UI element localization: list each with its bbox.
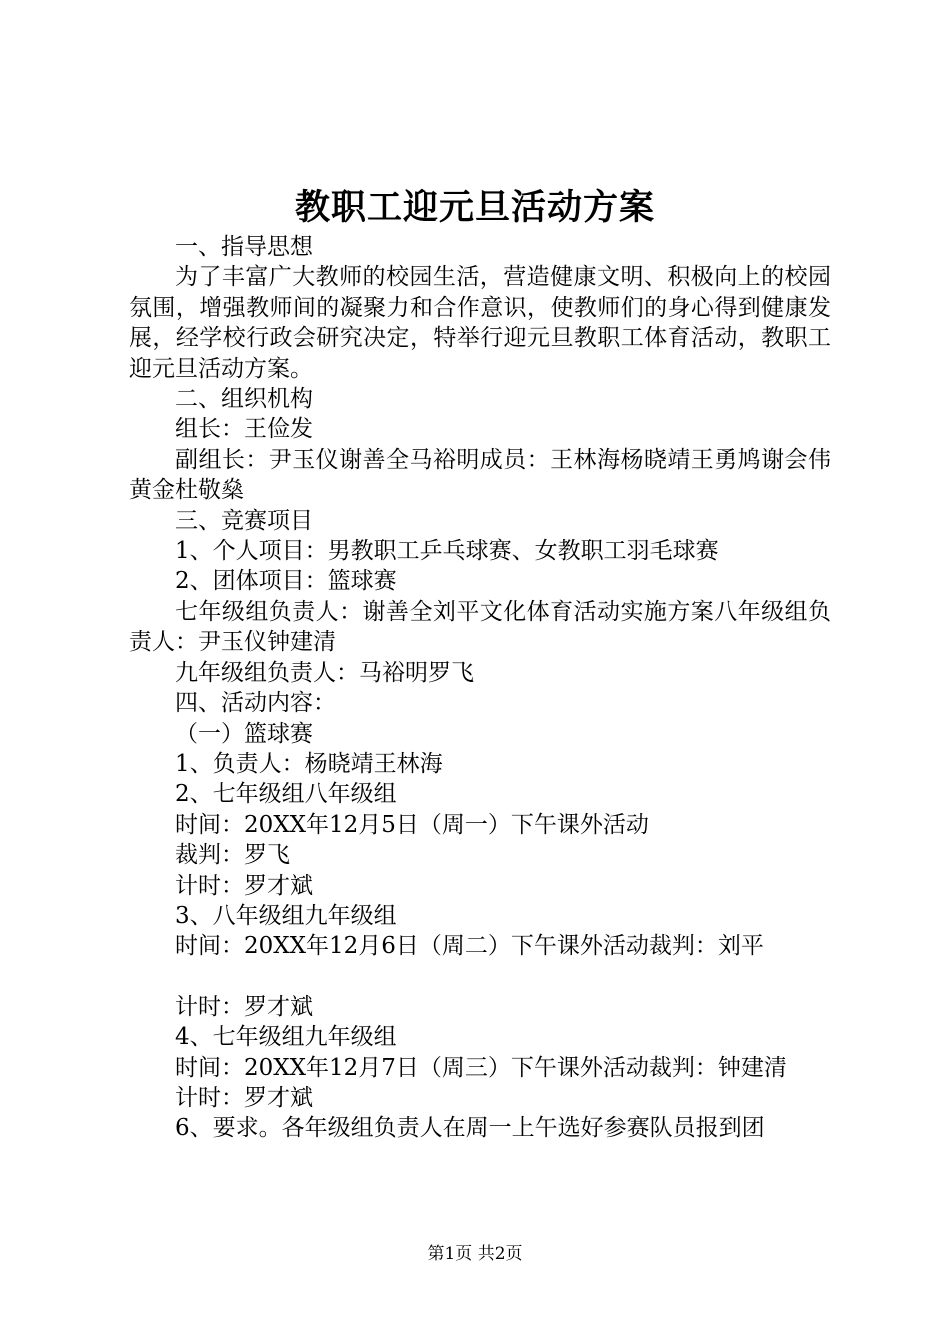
- paragraph: 1、个人项目：男教职工乒乓球赛、女教职工羽毛球赛: [175, 538, 719, 565]
- section-heading: 一、指导思想: [175, 234, 313, 260]
- document-body: [129, 232, 831, 1144]
- paragraph: 计时：罗才斌: [175, 1084, 313, 1111]
- paragraph: 时间：20XX年12月5日（周一）下午课外活动: [175, 811, 649, 838]
- paragraph: 计时：罗才斌: [175, 872, 313, 899]
- section-heading: 四、活动内容：: [175, 690, 336, 717]
- section-heading: 三、竞赛项目: [175, 507, 313, 534]
- document-title: 教职工迎元旦活动方案: [294, 187, 655, 228]
- paragraph: 2、七年级组八年级组: [175, 781, 397, 808]
- page-number: 第1页 共2页: [427, 1244, 523, 1264]
- paragraph: 为了丰富广大教师的校园生活，营造健康文明、积极向上的校园氛围，增强教师间的凝聚力和合作意识，使教师们的身心得到健康发展，经学校行政会研究决定，特举行迎元旦教职工体育活动，教职工迎元旦活动方案。: [129, 264, 831, 382]
- paragraph: 4、七年级组九年级组: [175, 1024, 397, 1051]
- section-heading: 二、组织机构: [175, 386, 313, 413]
- paragraph: 组长：王俭发: [175, 416, 313, 443]
- paragraph: 七年级组负责人：谢善全刘平文化体育活动实施方案八年级组负责人：尹玉仪钟建清: [129, 598, 831, 656]
- paragraph: 6、要求。各年级组负责人在周一上午选好参赛队员报到团: [175, 1115, 765, 1142]
- paragraph: 九年级组负责人：马裕明罗飞: [175, 659, 474, 686]
- paragraph: 2、团体项目：篮球赛: [175, 568, 397, 595]
- paragraph: 裁判：罗飞: [175, 842, 290, 869]
- subsection-heading: （一）篮球赛: [175, 720, 313, 747]
- paragraph: 计时：罗才斌: [175, 993, 313, 1020]
- paragraph: 时间：20XX年12月6日（周二）下午课外活动裁判：刘平: [175, 933, 764, 960]
- paragraph: 时间：20XX年12月7日（周三）下午课外活动裁判：钟建清: [175, 1054, 787, 1081]
- paragraph: 副组长：尹玉仪谢善全马裕明成员：王林海杨晓靖王勇鸠谢会伟黄金杜敬燊: [129, 446, 831, 504]
- paragraph: 1、负责人：杨晓靖王林海: [175, 750, 443, 777]
- paragraph: 3、八年级组九年级组: [175, 902, 397, 929]
